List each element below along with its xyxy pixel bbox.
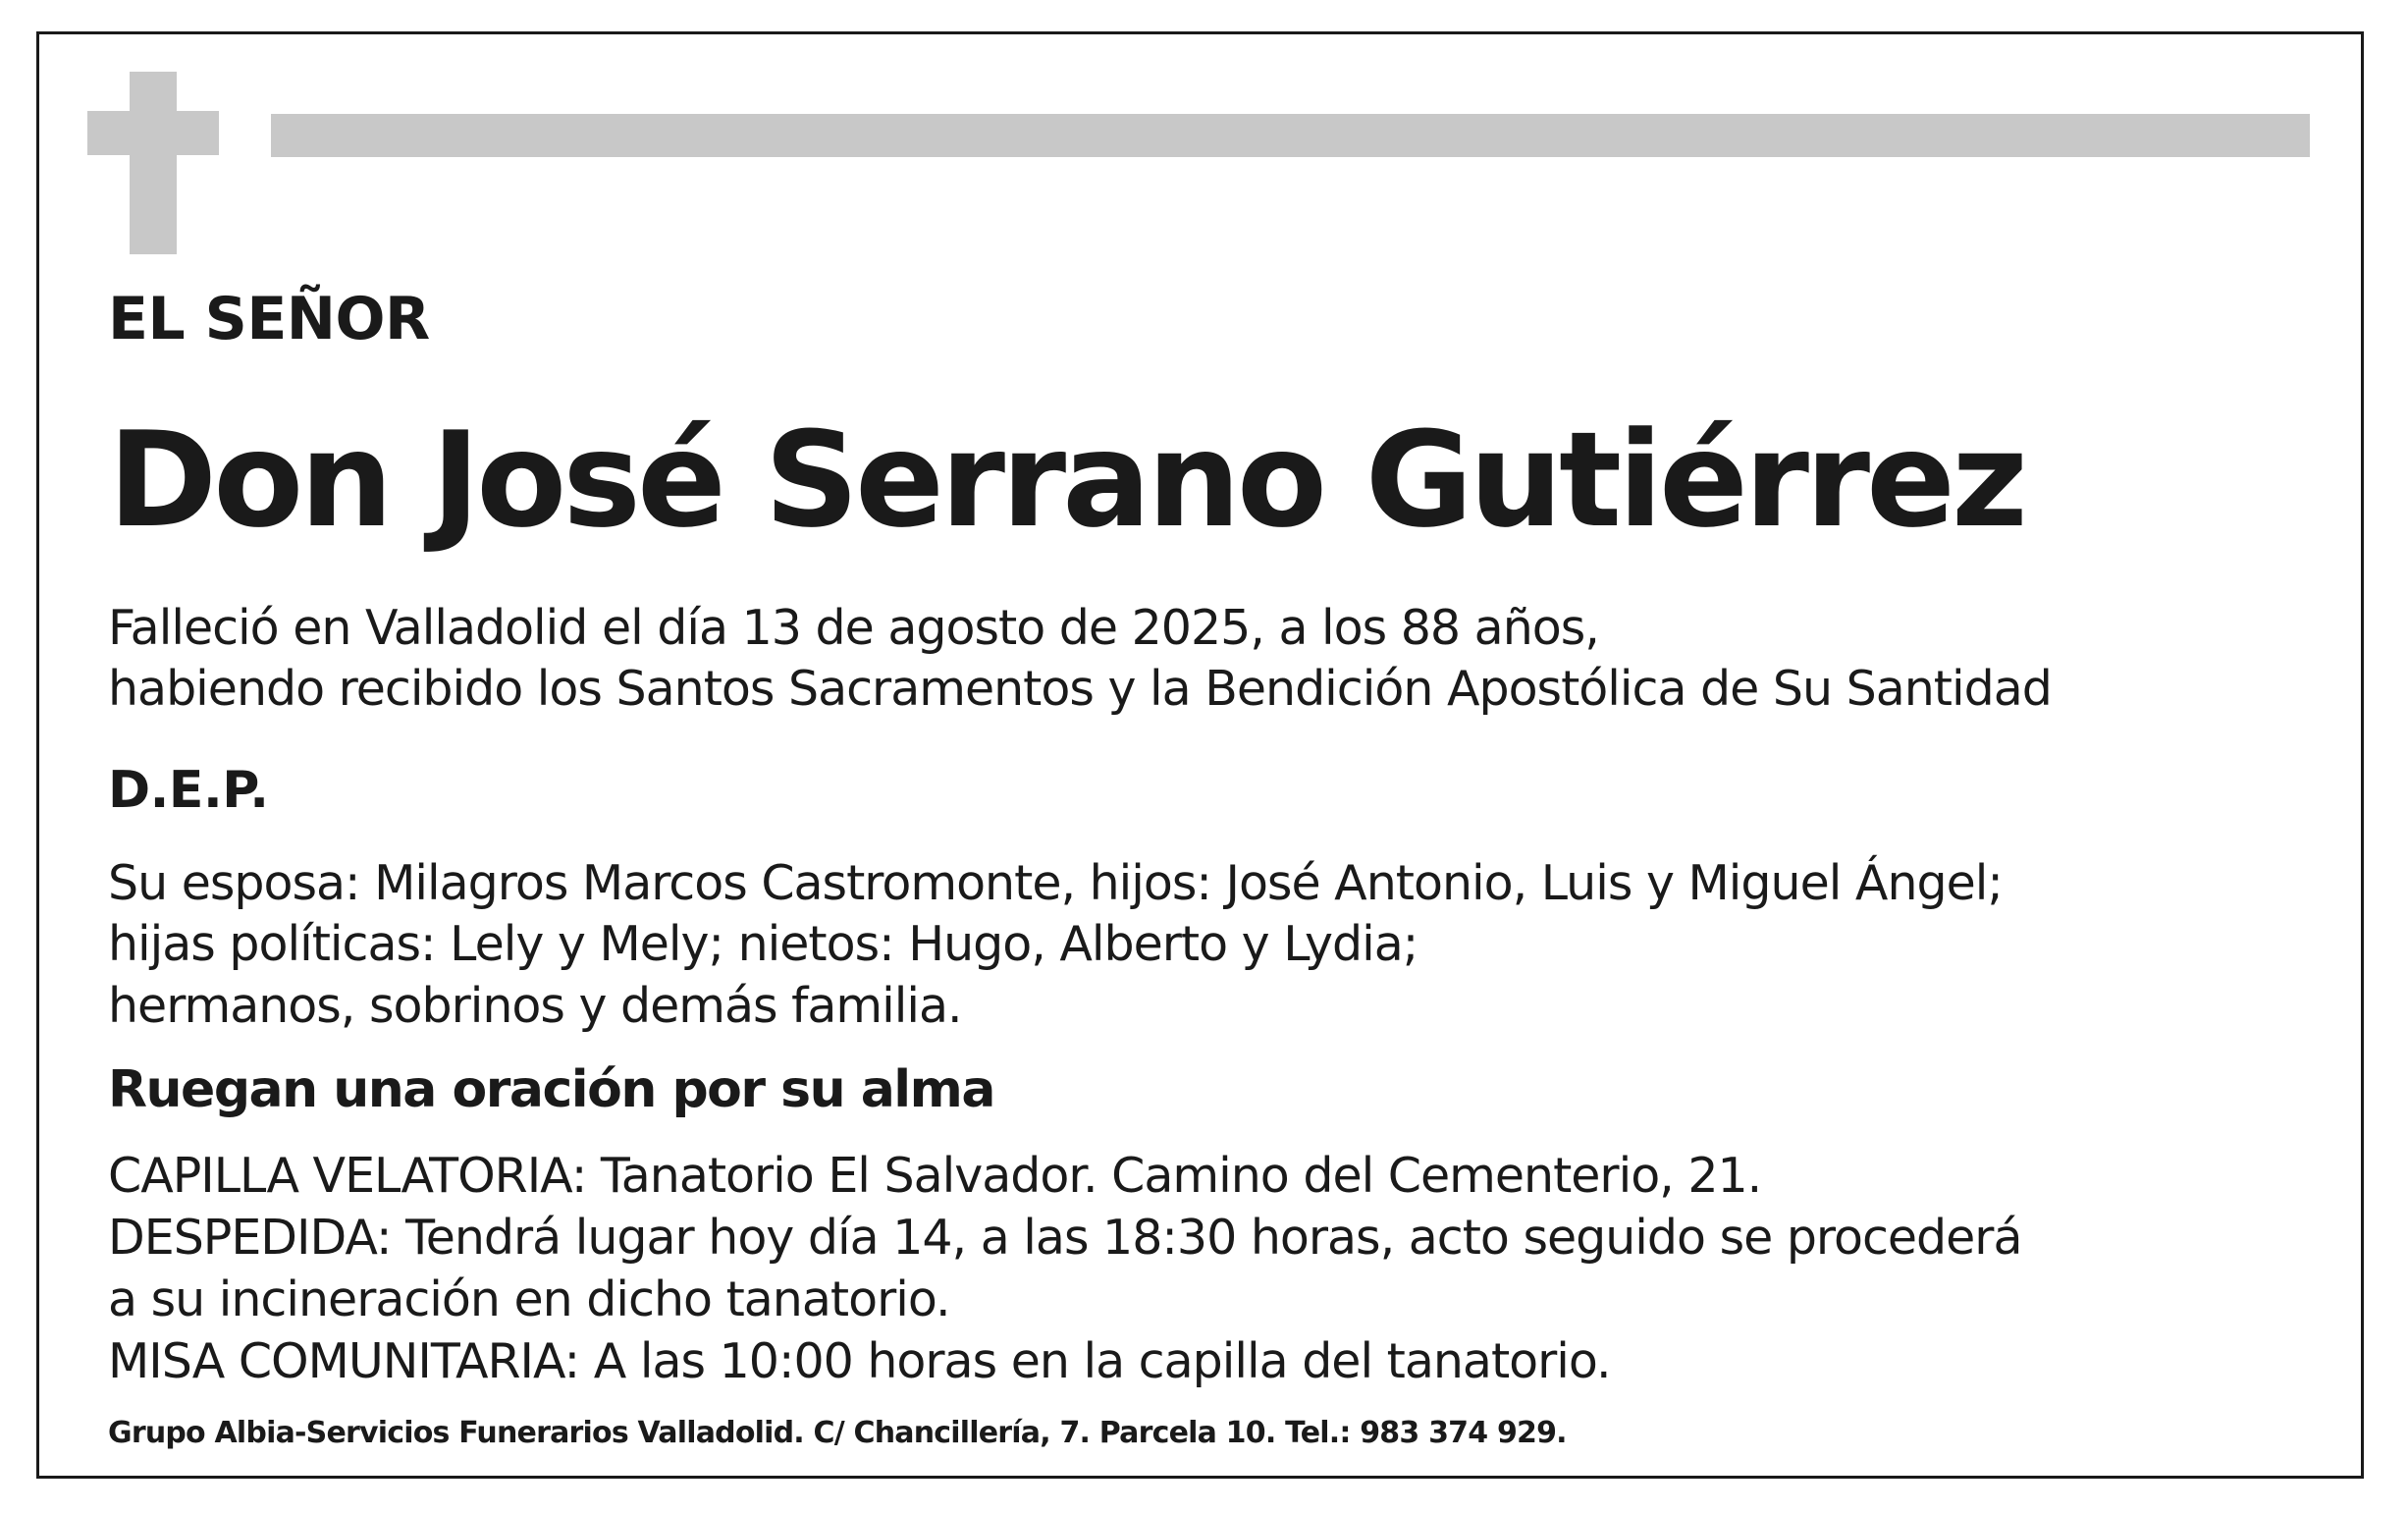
intro-line-2: habiendo recibido los Santos Sacramentos y la Bendición Apostólica de Su Santidad <box>108 661 2052 717</box>
cross-vertical-bar <box>130 72 177 254</box>
service-line-2: DESPEDIDA: Tendrá lugar hoy día 14, a las 18:30 horas, acto seguido se procederá <box>108 1210 2022 1266</box>
funeral-home-footer: Grupo Albia-Servicios Funerarios Valladolid. C/ Chancillería, 7. Parcela 10. Tel.: 983 374 929. <box>108 1416 1567 1450</box>
intro-line-1: Falleció en Valladolid el día 13 de agosto de 2025, a los 88 años, <box>108 600 1599 656</box>
family-line-3: hermanos, sobrinos y demás familia. <box>108 978 962 1034</box>
dep-heading: D.E.P. <box>108 761 269 820</box>
prayer-heading: Ruegan una oración por su alma <box>108 1060 994 1119</box>
header-rule <box>271 114 2310 157</box>
title-honorific: EL SEÑOR <box>108 285 430 353</box>
cross-horizontal-bar <box>87 111 219 155</box>
deceased-name: Don José Serrano Gutiérrez <box>108 404 2024 557</box>
family-line-2: hijas políticas: Lely y Mely; nietos: Hugo, Alberto y Lydia; <box>108 916 1418 972</box>
family-line-1: Su esposa: Milagros Marcos Castromonte, hijos: José Antonio, Luis y Miguel Ángel; <box>108 855 2003 911</box>
service-line-3: a su incineración en dicho tanatorio. <box>108 1271 950 1327</box>
service-line-1: CAPILLA VELATORIA: Tanatorio El Salvador. Camino del Cementerio, 21. <box>108 1148 1762 1204</box>
service-line-4: MISA COMUNITARIA: A las 10:00 horas en la capilla del tanatorio. <box>108 1333 1611 1389</box>
